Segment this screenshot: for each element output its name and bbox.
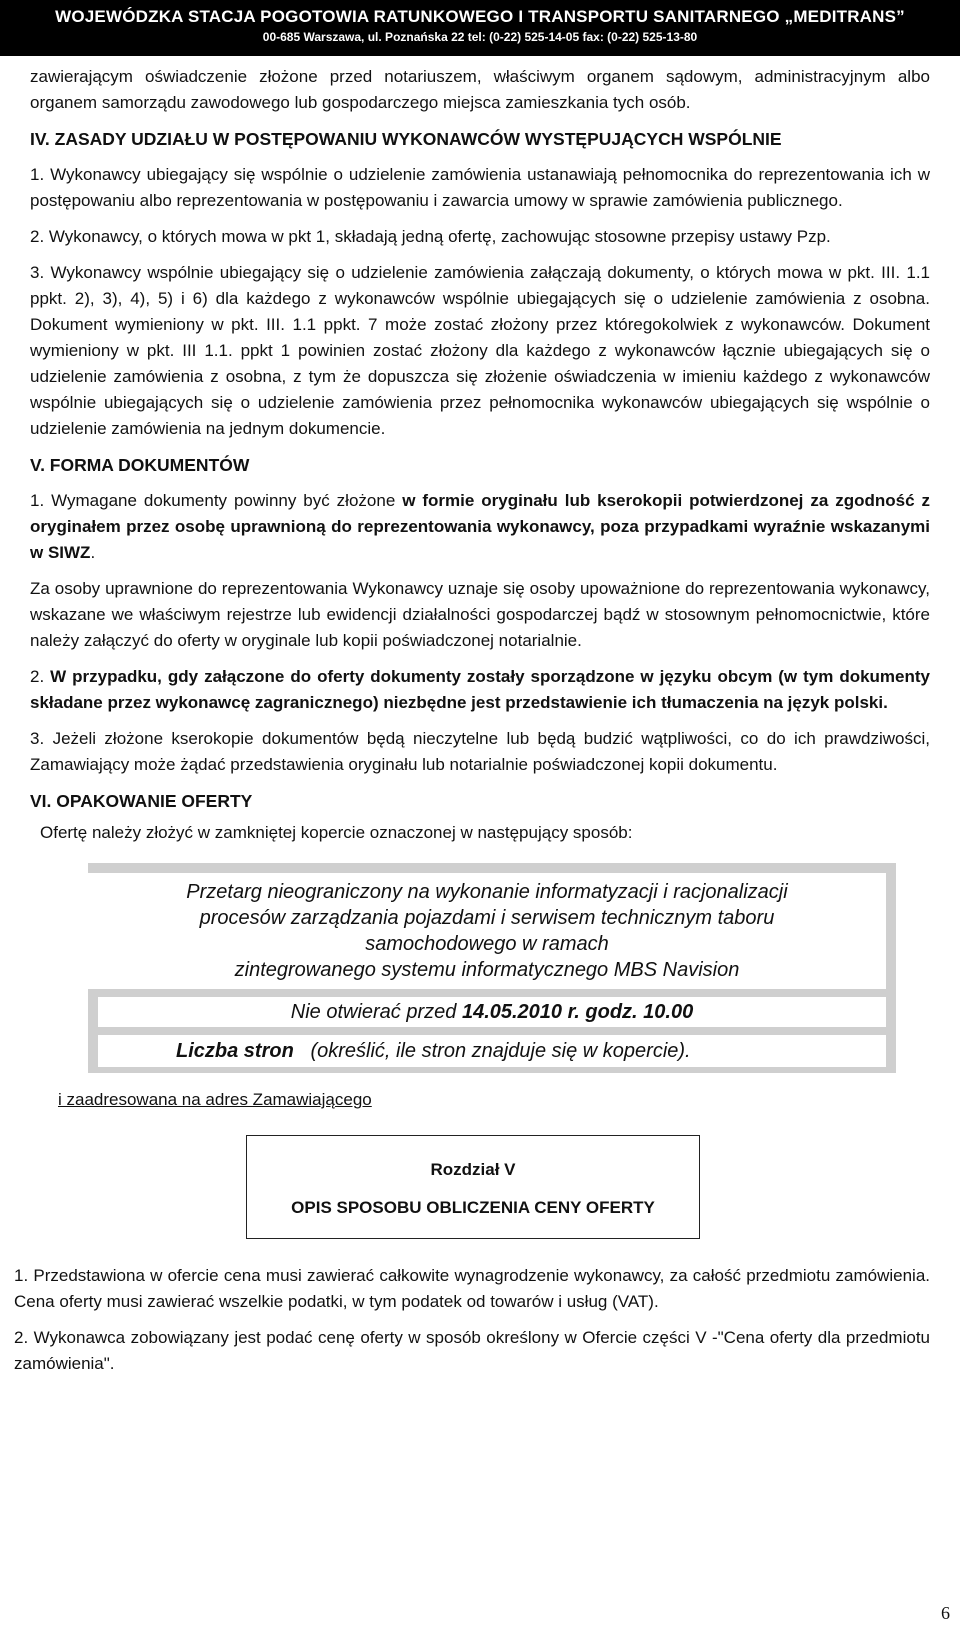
section-4-point-2: 2. Wykonawcy, o których mowa w pkt 1, składają jedną ofertę, zachowując stosowne przepisy ustawy Pzp.: [30, 227, 831, 246]
section-5-point-1-explanation: Za osoby uprawnione do reprezentowania Wykonawcy uznaje się osoby upoważnione do reprezentowania wykonawcy, wskazane we właściwym rejestrze lub ewidencji działalności gospodarczej bądź w stosownym pełnomocnictwie, które należy załączyć do oferty w oryginale lub kopii poświadczonej notarialnie.: [30, 579, 930, 650]
envelope-label-box: [88, 863, 896, 1073]
section-5-point-1: 1. Wymagane dokumenty powinny być złożone w formie oryginału lub kserokopii potwierdzonej za zgodność z oryginałem przez osobę uprawnioną do reprezentowania wykonawcy, poza przypadkami wyraźnie wskazanymi w SIWZ.: [30, 491, 930, 562]
section-5-point-3: 3. Jeżeli złożone kserokopie dokumentów będą nieczytelne lub będą budzić wątpliwości, co do ich prawdziwości, Zamawiający może żądać przedstawienia oryginału lub notarialnie poświadczonej kopii dokumentu.: [30, 729, 930, 774]
section-4-point-1: 1. Wykonawcy ubiegający się wspólnie o udzielenie zamówienia ustanawiają pełnomocnika do reprezentowania ich w postępowaniu albo reprezentowania w postępowaniu i zawarcia umowy w sprawie zamówienia publicznego.: [30, 165, 930, 210]
chapter-number: Rozdział V: [430, 1160, 516, 1179]
address-note: i zaadresowana na adres Zamawiającego: [58, 1090, 372, 1109]
chapter-point-2: 2. Wykonawca zobowiązany jest podać cenę oferty w sposób określony w Ofercie części V -"Cena oferty dla przedmiotu zamówienia".: [14, 1328, 930, 1373]
intro-paragraph: zawierającym oświadczenie złożone przed notariuszem, właściwym organem sądowym, administracyjnym albo organem samorządu zawodowego lub gospodarczego miejsca zamieszkania tych osób.: [30, 67, 930, 112]
section-6-title: VI. OPAKOWANIE OFERTY: [30, 791, 253, 811]
document-body: [14, 64, 931, 1377]
page-number: 6: [941, 1603, 950, 1623]
page-header: [0, 0, 960, 56]
section-4-title: IV. ZASADY UDZIAŁU W POSTĘPOWANIU WYKONAWCÓW WYSTĘPUJĄCYCH WSPÓLNIE: [30, 129, 782, 149]
chapter-title: OPIS SPOSOBU OBLICZENIA CENY OFERTY: [291, 1198, 655, 1217]
envelope-title: Przetarg nieograniczony na wykonanie informatyzacji i racjonalizacji procesów zarządzania pojazdami i serwisem technicznym taboru samochodowego w ramach zintegrowanego systemu informatycznego MBS Navision: [88, 873, 886, 989]
do-not-open-before: Nie otwierać przed 14.05.2010 r. godz. 10.00: [98, 997, 886, 1027]
section-4-point-3: 3. Wykonawcy wspólnie ubiegający się o udzielenie zamówienia załączają dokumenty, o których mowa w pkt. III. 1.1 ppkt. 2), 3), 4), 5) i 6) dla każdego z wykonawców wspólnie ubiegających się o udzielenie zamówienia z osobna. Dokument wymieniony w pkt. III. 1.1 ppkt. 7 może zostać złożony przez któregokolwiek z wykonawców. Dokument wymieniony w pkt. III 1.1. ppkt 1 powinien zostać złożony dla każdego z wykonawców łącznie ubiegających się o udzielenie zamówienia z osobna, z tym że dopuszcza się złożenie oświadczenia w imieniu każdego z wykonawców wspólnie ubiegających się o udzielenie zamówienia przez pełnomocnika wykonawców ubiegających się wspólnie o udzielenie zamówienia na jednym dokumencie.: [30, 263, 930, 438]
section-5-title: V. FORMA DOKUMENTÓW: [30, 455, 250, 475]
chapter-heading-box: [246, 1135, 700, 1239]
header-institution-name: WOJEWÓDZKA STACJA POGOTOWIA RATUNKOWEGO I TRANSPORTU SANITARNEGO „MEDITRANS”: [55, 7, 905, 26]
section-5-point-2: 2. W przypadku, gdy załączone do oferty dokumenty zostały sporządzone w języku obcym (w tym dokumenty składane przez wykonawcę zagranicznego) niezbędne jest przedstawienie ich tłumaczenia na język polski.: [30, 667, 931, 712]
chapter-point-1: 1. Przedstawiona w ofercie cena musi zawierać całkowite wynagrodzenie wykonawcy, za całość przedmiotu zamówienia. Cena oferty musi zawierać wszelkie podatki, w tym podatek od towarów i usług (VAT).: [14, 1266, 930, 1311]
header-address: 00-685 Warszawa, ul. Poznańska 22 tel: (0-22) 525-14-05 fax: (0-22) 525-13-80: [262, 30, 698, 44]
page-count-note: Liczba stron (określić, ile stron znajduje się w kopercie).: [98, 1035, 886, 1067]
section-6-intro: Ofertę należy złożyć w zamkniętej kopercie oznaczonej w następujący sposób:: [40, 823, 633, 842]
